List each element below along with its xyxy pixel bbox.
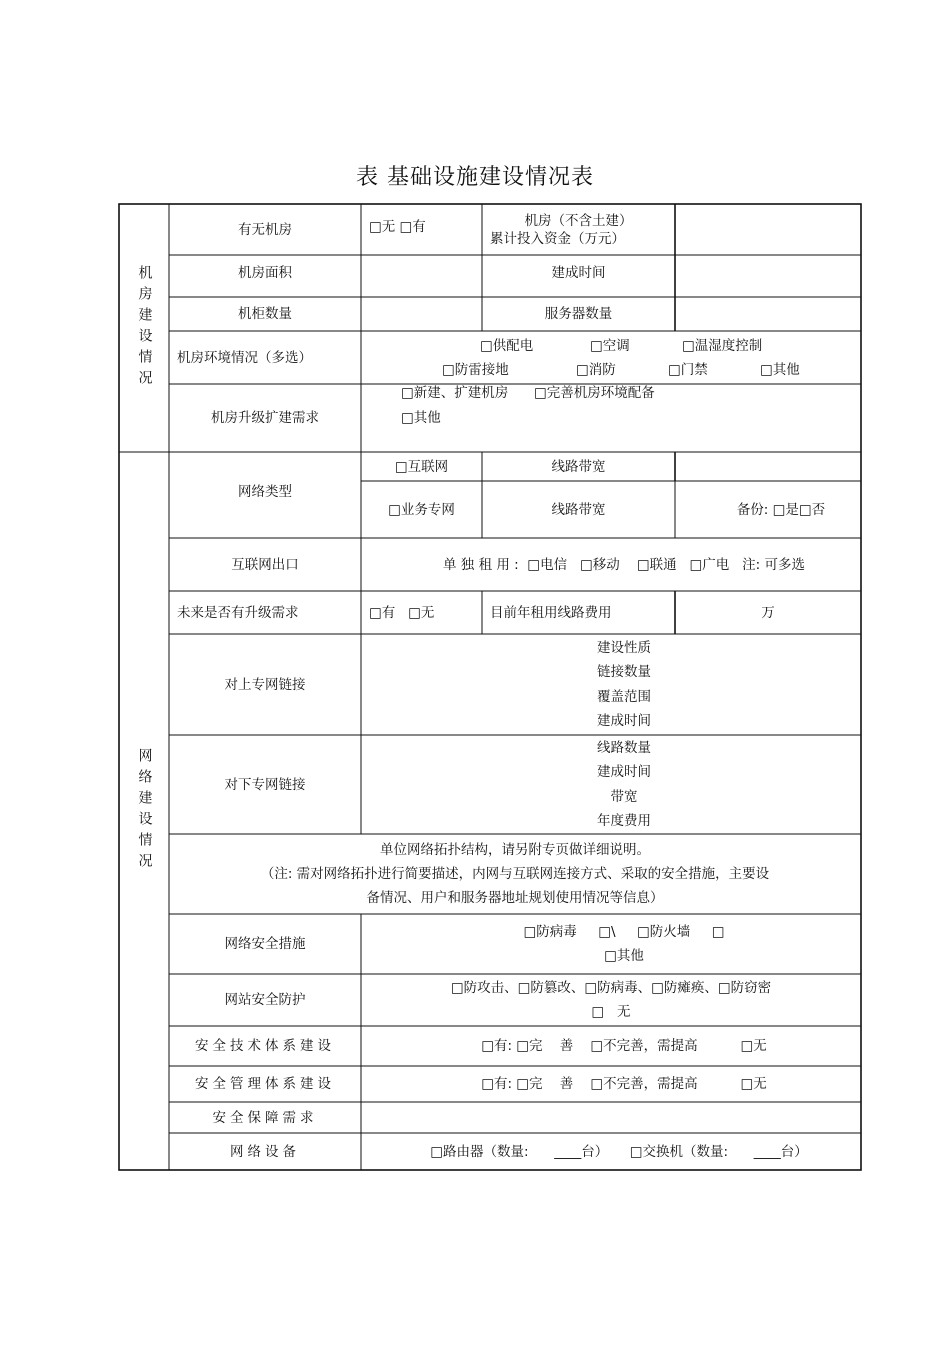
down-link-item: 线路数量 [597,739,651,756]
future-label: 未来是否有升级需求 [177,604,299,621]
env-option[interactable]: □其他 [760,361,800,378]
built-time-label: 建成时间 [551,265,606,281]
guarantee-label: 安全保障需求 [212,1109,318,1126]
section-label: 机房建设情况 [136,265,153,391]
topology-note [169,834,861,914]
future-options[interactable]: □有 □无 [369,604,435,621]
area-label: 机房面积 [238,265,292,281]
internet-option[interactable]: □互联网 [394,458,449,475]
cabinet-label: 机柜数量 [238,306,292,322]
down-link-item: 建成时间 [597,764,651,780]
bandwidth-value[interactable] [675,452,861,481]
topology-line: 备情况、用户和服务器地址规划使用情况等信息） [366,890,664,906]
down-link-item: 年度费用 [597,813,651,829]
topology-line: 单位网络拓扑结构，请另附专页做详细说明。 [380,842,650,858]
env-option[interactable]: □门禁 [668,361,708,378]
devices-label: 网络设备 [230,1143,300,1160]
website-options[interactable] [361,974,861,1026]
website-line: □ 无 [591,1004,631,1020]
mgmt-label: 安全管理体系建设 [195,1076,335,1092]
rent-label: 目前年租用线路费用 [490,604,612,621]
up-link-item: 建设性质 [597,639,651,656]
has-room-label: 有无机房 [238,221,292,238]
guarantee-value[interactable] [361,1102,861,1133]
upgrade-options[interactable] [361,384,861,452]
built-time-value[interactable] [675,255,861,297]
upgrade-label: 机房升级扩建需求 [211,410,319,426]
up-link-label: 对上专网链接 [224,676,306,693]
bandwidth-label: 线路带宽 [551,458,606,475]
env-option[interactable]: □消防 [576,361,616,378]
upgrade-line: □新建、扩建机房 □完善机房环境配备 [401,385,655,401]
server-value[interactable] [675,297,861,331]
website-label: 网站安全防护 [224,992,306,1008]
down-link-label: 对下专网链接 [224,776,306,793]
backup-options[interactable]: 备份: □是□否 [736,501,826,518]
up-link-items [361,634,887,735]
section-machine-room [119,204,169,452]
exit-options[interactable]: 单 独 租 用 : □电信 □移动 □联通 □广电 注: 可多选 [443,556,805,573]
network-type-label: 网络类型 [238,484,292,500]
down-link-item: 带宽 [610,788,638,805]
upgrade-line: □其他 [401,410,441,426]
tech-label: 安全技术体系建设 [195,1038,335,1054]
env-option[interactable]: □防雷接地 [442,361,509,378]
env-option[interactable]: □空调 [590,337,630,354]
security-line: □防病毒 □\ □防火墙 □ [523,924,725,940]
area-value[interactable] [361,255,482,297]
security-label: 网络安全措施 [224,936,306,952]
up-link-item: 覆盖范围 [597,688,651,705]
up-link-item: 建成时间 [597,713,651,729]
investment-label-line: 机房（不含土建） [524,212,633,229]
bandwidth-label: 线路带宽 [551,501,606,518]
topology-line: （注: 需对网络拓扑进行简要描述，内网与互联网连接方式、采取的安全措施，主要设 [260,866,770,882]
security-line: □其他 [604,948,644,964]
page-title: 表 基础设施建设情况表 [356,165,594,190]
server-label: 服务器数量 [544,306,613,322]
has-room-options[interactable]: □无 □有 [369,219,426,235]
investment-label [482,204,675,255]
private-net-option[interactable]: □业务专网 [388,501,455,518]
investment-label-line: 累计投入资金（万元） [490,230,625,247]
env-label: 机房环境情况（多选） [177,349,312,366]
env-option[interactable]: □温湿度控制 [682,337,763,354]
security-options[interactable] [361,914,887,974]
devices-options[interactable]: □路由器（数量: ____台） □交换机（数量: ____台） [430,1143,808,1160]
up-link-item: 链接数量 [597,664,651,680]
exit-label: 互联网出口 [231,556,299,573]
down-link-items [361,735,887,834]
rent-unit[interactable]: 万 [761,604,775,621]
env-option[interactable]: □供配电 [480,337,534,354]
env-options [361,331,861,384]
tech-options[interactable]: □有: □完 善 □不完善，需提高 □无 [481,1038,767,1054]
investment-value[interactable] [675,204,861,255]
cabinet-value[interactable] [361,297,482,331]
website-line: □防攻击、□防篡改、□防病毒、□防瘫痪、□防窃密 [450,980,772,996]
section-label: 网络建设情况 [136,748,153,874]
mgmt-options[interactable]: □有: □完 善 □不完善，需提高 □无 [481,1076,767,1092]
section-network [119,452,169,1170]
